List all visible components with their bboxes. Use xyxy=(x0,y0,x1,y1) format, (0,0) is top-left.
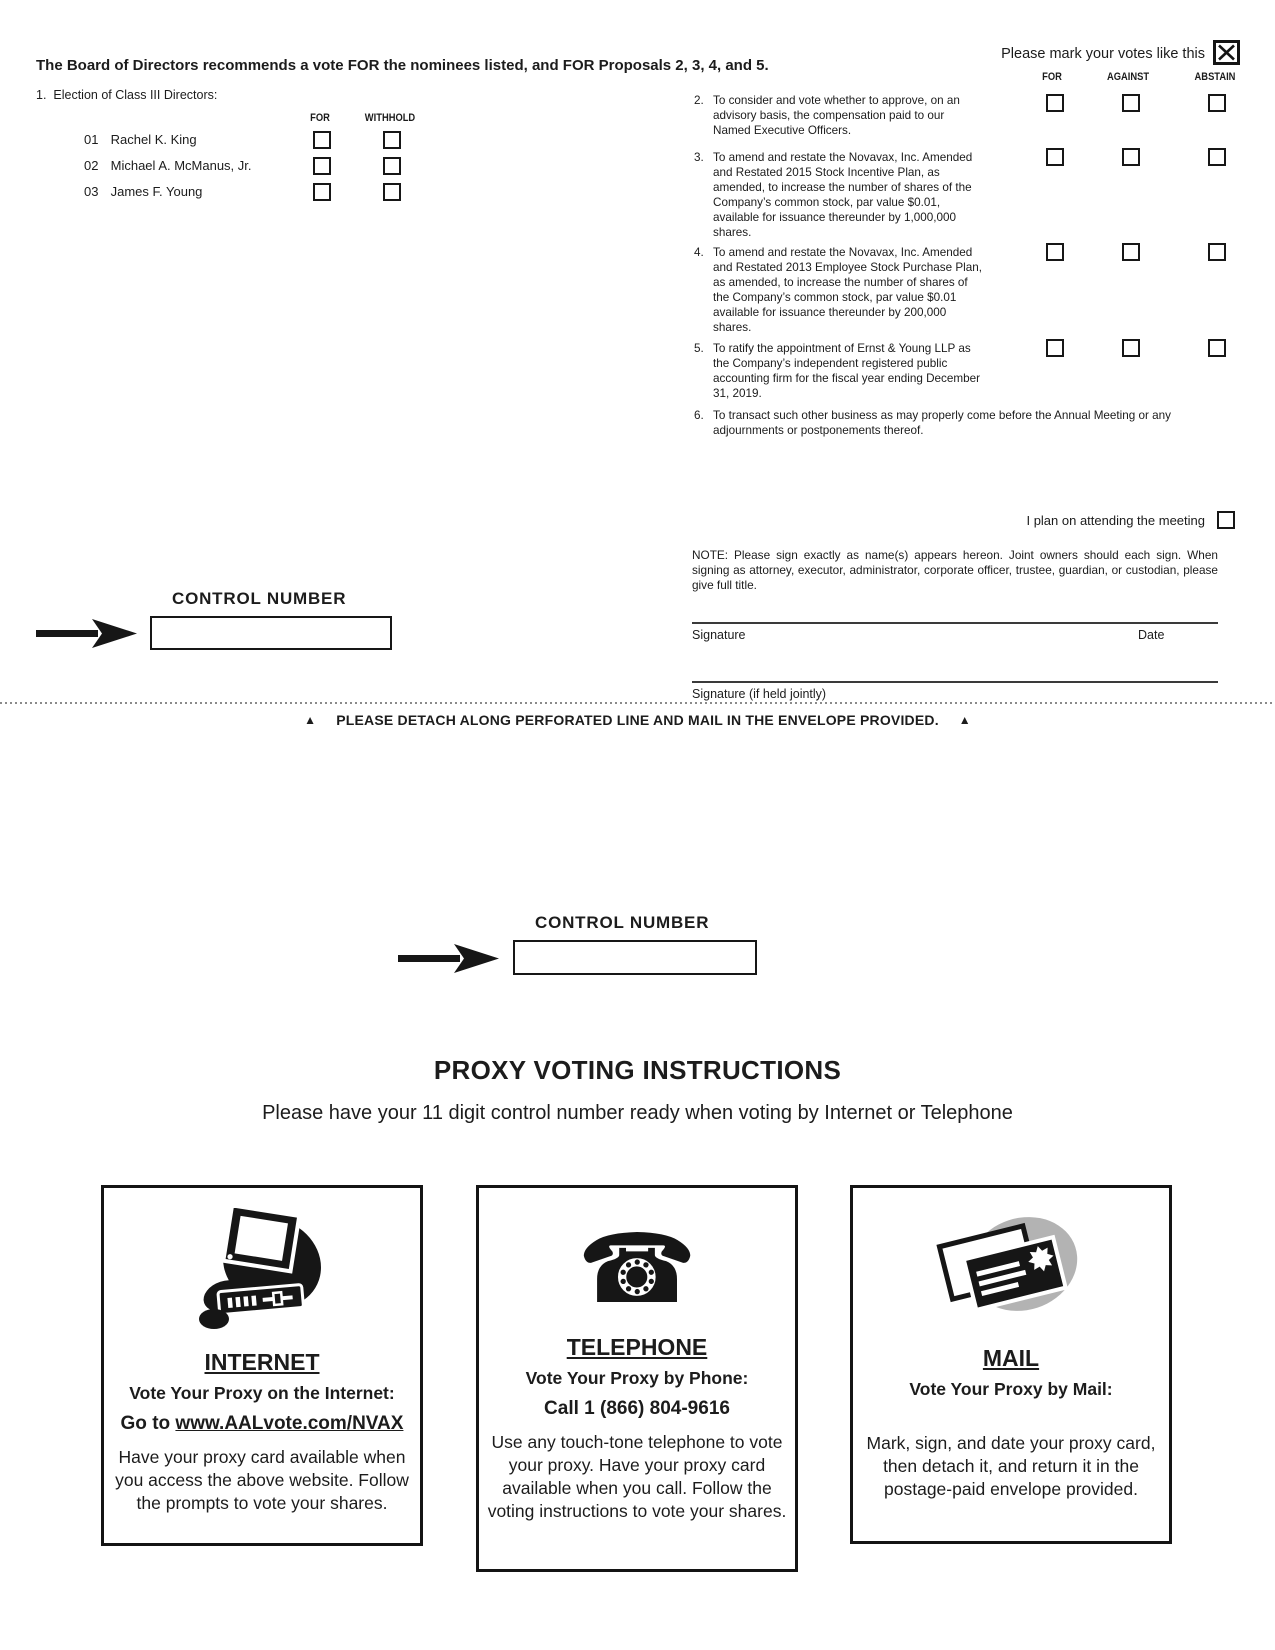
arrow-icon-2 xyxy=(398,943,503,978)
control-number-box-2 xyxy=(513,940,757,975)
attend-meeting-checkbox[interactable] xyxy=(1217,511,1235,529)
internet-subheading: Vote Your Proxy on the Internet: xyxy=(129,1383,395,1403)
telephone-subheading: Vote Your Proxy by Phone: xyxy=(525,1368,749,1388)
proposal-4 xyxy=(694,245,985,335)
telephone-instructions-text: Use any touch-tone telephone to vote your proxy. Have your proxy card available when you call. Follow the voting instructions to vote your shares. xyxy=(487,1432,787,1521)
nominee-3-withhold-checkbox[interactable] xyxy=(383,183,401,201)
nominee-1-withhold-checkbox[interactable] xyxy=(383,131,401,149)
proposal-3-for-checkbox[interactable] xyxy=(1046,148,1064,166)
page-title: PROXY VOTING INSTRUCTIONS xyxy=(433,1055,842,1085)
proposal-3-text: To amend and restate the Novavax, Inc. Amended and Restated 2015 Stock Incentive Plan, as amended, to increase the number of shares of the Company’s common stock, par value $0.01, available for issuance thereunder by 1,000,000 shares. xyxy=(713,151,973,239)
proposal-3-against-checkbox[interactable] xyxy=(1122,148,1140,166)
computer-icon xyxy=(104,1208,420,1337)
signature-line[interactable] xyxy=(692,622,1218,624)
proposal-1-text: Election of Class III Directors: xyxy=(53,88,218,102)
control-number-label: CONTROL NUMBER xyxy=(172,589,347,608)
mark-votes-instruction xyxy=(940,40,1240,65)
x-mark-icon xyxy=(1213,40,1240,65)
internet-voting-box xyxy=(101,1185,423,1546)
proposal-4-abstain-checkbox[interactable] xyxy=(1208,243,1226,261)
mark-votes-text: Please mark your votes like this xyxy=(1001,46,1205,62)
telephone-heading: TELEPHONE xyxy=(566,1334,708,1360)
board-recommendation: The Board of Directors recommends a vote FOR the nominees listed, and FOR Proposals 2, 3, 4, and 5. xyxy=(36,57,769,74)
mail-subheading: Vote Your Proxy by Mail: xyxy=(909,1379,1113,1399)
nominee-1-number: 01 xyxy=(84,132,99,147)
proposal-2-abstain-checkbox[interactable] xyxy=(1208,94,1226,112)
column-header-for: FOR xyxy=(1042,71,1062,83)
mail-icon xyxy=(853,1204,1169,1339)
proposal-5-for-checkbox[interactable] xyxy=(1046,339,1064,357)
date-label: Date xyxy=(1138,628,1165,642)
signature-note: NOTE: Please sign exactly as name(s) appears hereon. Joint owners should each sign. When signing as attorney, executor, administrator, corporate officer, trustee, guardian, or custodian, please give full title. xyxy=(692,548,1218,592)
proposal-1-title xyxy=(36,88,217,102)
detach-instruction xyxy=(0,712,1275,728)
page-subtitle: Please have your 11 digit control number ready when voting by Internet or Telephone xyxy=(262,1102,1013,1124)
mail-heading: MAIL xyxy=(982,1345,1040,1371)
control-number-box xyxy=(150,616,392,650)
nominee-2-withhold-checkbox[interactable] xyxy=(383,157,401,175)
internet-goto-line xyxy=(104,1413,420,1435)
proposal-1-number: 1. xyxy=(36,88,47,102)
voting-url-link[interactable]: www.AALvote.com/NVAX xyxy=(175,1413,404,1434)
nominee-3-for-checkbox[interactable] xyxy=(313,183,331,201)
arrow-icon xyxy=(36,618,141,653)
triangle-up-icon-right: ▲ xyxy=(958,713,971,727)
signature-joint-label: Signature (if held jointly) xyxy=(692,687,827,701)
triangle-up-icon-left: ▲ xyxy=(304,713,317,727)
signature-label: Signature xyxy=(692,628,746,642)
proposal-2-for-checkbox[interactable] xyxy=(1046,94,1064,112)
detach-text: PLEASE DETACH ALONG PERFORATED LINE AND MAIL IN THE ENVELOPE PROVIDED. xyxy=(336,712,939,728)
proposal-6 xyxy=(694,408,1223,438)
control-number-label-2: CONTROL NUMBER xyxy=(535,913,710,932)
nominee-row-1 xyxy=(84,132,197,147)
telephone-call-number: Call 1 (866) 804-9616 xyxy=(544,1398,730,1419)
proposal-5-number: 5. xyxy=(694,342,704,355)
nominee-2-name: Michael A. McManus, Jr. xyxy=(110,158,252,173)
perforation-line xyxy=(0,702,1275,704)
proposal-6-text: To transact such other business as may properly come before the Annual Meeting or any adjournments or postponements thereof. xyxy=(713,409,1172,437)
nominee-1-name: Rachel K. King xyxy=(110,132,197,147)
signature-joint-line[interactable] xyxy=(692,681,1218,683)
column-header-abstain: ABSTAIN xyxy=(1194,71,1236,83)
nominee-row-3 xyxy=(84,184,202,199)
nominee-3-number: 03 xyxy=(84,184,99,199)
attend-meeting-label: I plan on attending the meeting xyxy=(1026,513,1205,528)
proposal-3 xyxy=(694,150,985,240)
proposal-4-against-checkbox[interactable] xyxy=(1122,243,1140,261)
nominee-2-number: 02 xyxy=(84,158,99,173)
column-header-against: AGAINST xyxy=(1106,71,1150,83)
column-header-withhold: WITHHOLD xyxy=(364,112,416,124)
proposal-5-abstain-checkbox[interactable] xyxy=(1208,339,1226,357)
proposal-4-number: 4. xyxy=(694,246,704,259)
proposal-2-against-checkbox[interactable] xyxy=(1122,94,1140,112)
telephone-icon: ☎ xyxy=(577,1216,697,1323)
nominee-3-name: James F. Young xyxy=(110,184,203,199)
proposal-2-text: To consider and vote whether to approve, on an advisory basis, the compensation paid to our Named Executive Officers. xyxy=(713,94,960,137)
mail-instructions-text: Mark, sign, and date your proxy card, then detach it, and return it in the postage-paid envelope provided. xyxy=(866,1433,1156,1499)
nominee-row-2 xyxy=(84,158,252,173)
internet-heading: INTERNET xyxy=(204,1349,320,1375)
proposal-5-text: To ratify the appointment of Ernst & Young LLP as the Company’s independent registered public accounting firm for the fiscal year ending December 31, 2019. xyxy=(713,342,980,400)
proposal-4-for-checkbox[interactable] xyxy=(1046,243,1064,261)
proposal-5-against-checkbox[interactable] xyxy=(1122,339,1140,357)
proposal-4-text: To amend and restate the Novavax, Inc. Amended and Restated 2013 Employee Stock Purchase Plan, as amended, to increase the number of shares of the Company’s common stock, par value $0.01 available for issuance thereunder by 200,000 shares. xyxy=(713,246,982,334)
telephone-voting-box xyxy=(476,1185,798,1572)
proposal-5 xyxy=(694,341,985,401)
proposal-3-abstain-checkbox[interactable] xyxy=(1208,148,1226,166)
internet-instructions-text: Have your proxy card available when you access the above website. Follow the prompts to vote your shares. xyxy=(115,1447,409,1513)
proposal-3-number: 3. xyxy=(694,151,704,164)
nominee-2-for-checkbox[interactable] xyxy=(313,157,331,175)
mail-voting-box xyxy=(850,1185,1172,1544)
nominee-1-for-checkbox[interactable] xyxy=(313,131,331,149)
proposal-2-number: 2. xyxy=(694,94,704,107)
proposal-2 xyxy=(694,93,985,138)
goto-prefix: Go to xyxy=(120,1413,176,1434)
column-header-nominee-for: FOR xyxy=(310,112,330,124)
proposal-6-number: 6. xyxy=(694,409,704,422)
